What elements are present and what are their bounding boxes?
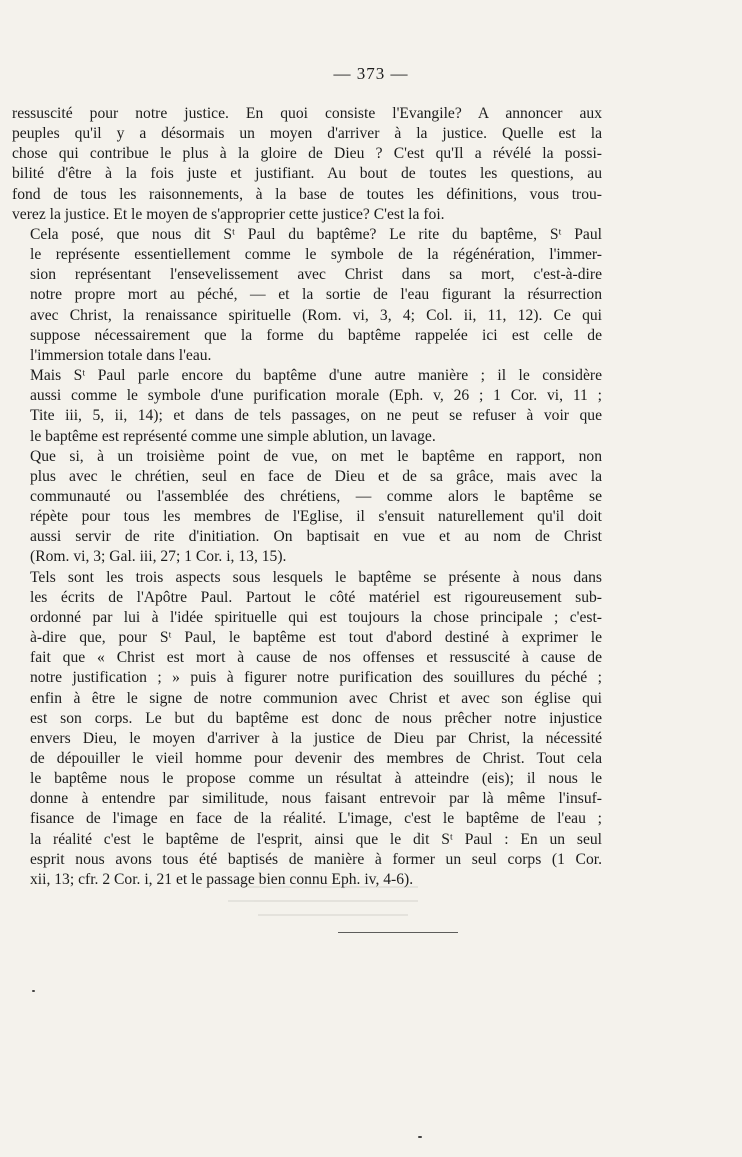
text-line: répète pour tous les membres de l'Eglise, il s'ensuit naturellement qu'il doit [30,508,602,526]
text-line: le baptême est représenté comme une simple ablution, un lavage. [30,427,436,445]
text-line: (Rom. vi, 3; Gal. iii, 27; 1 Cor. i, 13, 15). [30,548,287,566]
text-line: plus avec le chrétien, seul en face de Dieu et de sa grâce, mais avec la [30,467,602,485]
text-line: Tels sont les trois aspects sous lesquels le baptême se présente à nous dans [30,568,602,586]
text-line: de dépouiller le vieil homme pour devenir des membres de Christ. Tout cela [30,750,602,767]
text-line: ressuscité pour notre justice. En quoi consiste l'Evangile? A annoncer aux [12,105,602,122]
text-line: le baptême nous le propose comme un résultat à atteindre (eis); il nous le [30,770,602,788]
paragraph [12,568,602,891]
text-line: verez la justice. Et le moyen de s'approprier cette justice? C'est la foi. [12,205,445,223]
ink-speck [32,990,35,992]
text-line: ordonné par lui à l'idée spirituelle qui est toujours la chose principale ; c'est- [30,608,602,626]
text-line: Cela posé, que nous dit Sᵗ Paul du baptême? Le rite du baptême, Sᵗ Paul [30,225,602,243]
text-line: enfin à être le signe de notre communion avec Christ et avec son église qui [30,689,602,707]
body-text [12,104,602,890]
paragraph [12,447,602,568]
text-line: à-dire que, pour Sᵗ Paul, le baptême est tout d'abord destiné à exprimer le [30,629,602,647]
text-line: donne à entendre par similitude, nous faisant entrevoir par là même l'insuf- [30,790,602,808]
page-number: — 373 — [333,64,409,83]
paragraph [12,225,602,366]
text-line: xii, 13; cfr. 2 Cor. i, 21 et le passage bien connu Eph. iv, 4-6). [30,870,414,888]
text-line: le représente essentiellement comme le symbole de la régénération, l'immer- [30,246,602,264]
text-line: les écrits de l'Apôtre Paul. Partout le côté matériel est rigoureusement sub- [30,588,602,606]
text-line: est son corps. Le but du baptême est donc de nous prêcher notre injustice [30,709,602,727]
text-line: peuples qu'il y a désormais un moyen d'arriver à la justice. Quelle est la [12,125,602,143]
bleed-through-marks [228,880,438,928]
text-line: notre justification ; » puis à figurer notre purification des souillures du péché ; [30,669,602,687]
text-line: Tite iii, 5, ii, 14); et dans de tels passages, on ne peut se refuser à voir que [30,407,602,425]
section-rule [338,932,458,933]
paragraph [12,366,602,447]
text-line: l'immersion totale dans l'eau. [30,346,212,364]
text-line: fond de tous les raisonnements, à la base de toutes les définitions, vous trou- [12,185,602,203]
paragraph [12,104,602,225]
text-line: esprit nous avons tous été baptisés de manière à former un seul corps (1 Cor. [30,850,602,868]
text-line: bilité d'être à la fois juste et justifiant. Au bout de toutes les questions, au [12,165,602,183]
text-line: la réalité c'est le baptême de l'esprit, ainsi que le dit Sᵗ Paul : En un seul [30,830,602,848]
text-line: aussi comme le symbole d'une purification morale (Eph. v, 26 ; 1 Cor. vi, 11 ; [30,387,602,405]
text-line: suppose nécessairement que la forme du baptême rappelée ici est celle de [30,326,602,344]
text-line: fait que « Christ est mort à cause de nos offenses et ressuscité à cause de [30,649,602,667]
text-line: fisance de l'image en face de la réalité. L'image, c'est le baptême de l'eau ; [30,810,602,828]
text-line: aussi servir de rite d'initiation. On baptisait en vue et au nom de Christ [30,528,602,546]
text-line: Que si, à un troisième point de vue, on met le baptême en rapport, non [30,447,602,465]
text-line: Mais Sᵗ Paul parle encore du baptême d'une autre manière ; il le considère [30,367,602,385]
text-line: sion représentant l'ensevelissement avec Christ dans sa mort, c'est-à-dire [30,266,602,284]
text-line: avec Christ, la renaissance spirituelle (Rom. vi, 3, 4; Col. ii, 11, 12). Ce qui [30,306,602,324]
text-line: communauté ou l'assemblée des chrétiens, — comme alors le baptême se [30,487,602,505]
text-line: envers Dieu, le moyen d'arriver à la justice de Dieu par Christ, la nécessité [30,729,602,747]
ink-speck [418,1136,422,1138]
text-line: notre propre mort au péché, — et la sortie de l'eau figurant la résurrection [30,286,602,304]
text-line: chose qui contribue le plus à la gloire de Dieu ? C'est qu'Il a révélé la possi- [12,145,602,163]
